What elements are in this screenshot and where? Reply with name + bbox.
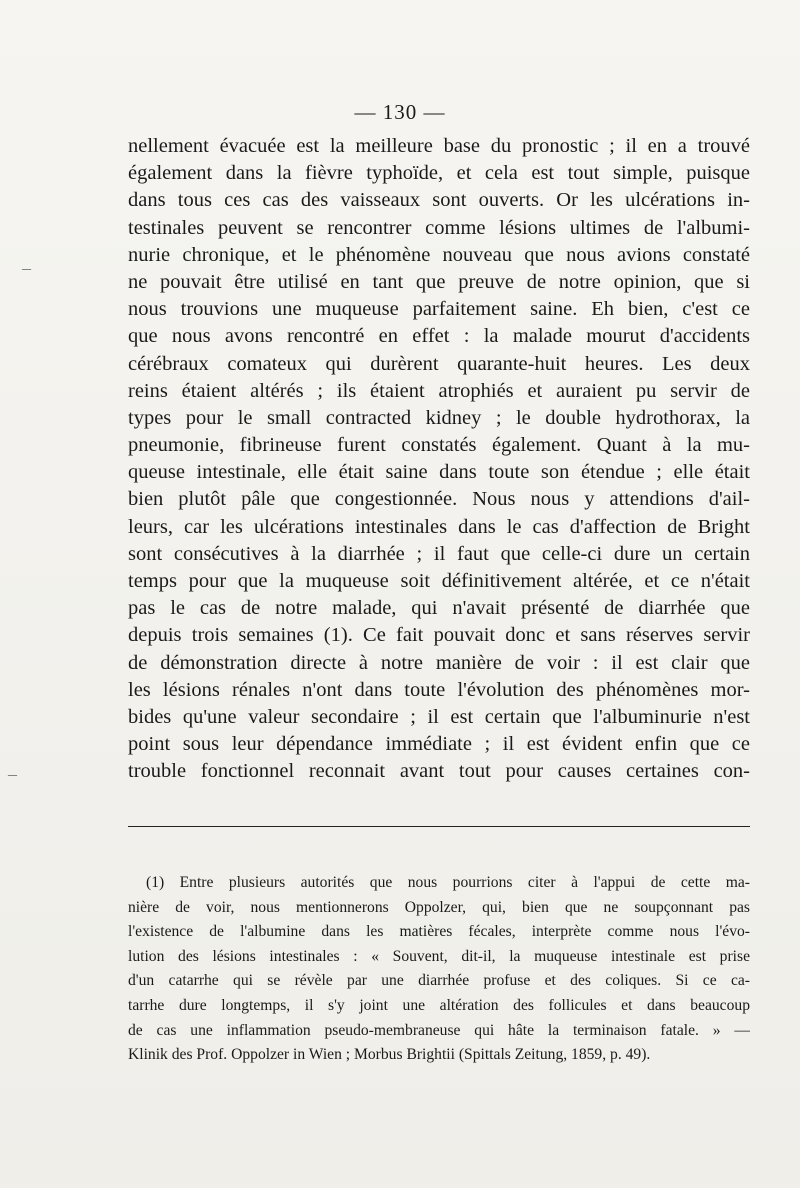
text-line: trouble fonctionnel reconnait avant tout pour causes certaines con- bbox=[128, 760, 750, 783]
footnote-line: Klinik des Prof. Oppolzer in Wien ; Morbus Brightii (Spittals Zeitung, 1859, p. 49). bbox=[128, 1046, 651, 1064]
page-number: — 130 — bbox=[354, 100, 446, 124]
text-line: également dans la fièvre typhoïde, et cela est tout simple, puisque bbox=[128, 162, 750, 185]
text-line: cérébraux comateux qui durèrent quarante-huit heures. Les deux bbox=[128, 352, 750, 375]
text-line: pneumonie, fibrineuse furent constatés également. Quant à la mu- bbox=[128, 434, 750, 457]
text-line: sont consécutives à la diarrhée ; il faut que celle-ci dure un certain bbox=[128, 542, 750, 565]
text-line: que nous avons rencontré en effet : la malade mourut d'accidents bbox=[128, 325, 750, 348]
text-line: bides qu'une valeur secondaire ; il est certain que l'albuminurie n'est bbox=[128, 705, 750, 728]
footnote-line: (1) Entre plusieurs autorités que nous pourrions citer à l'appui de cette ma- bbox=[146, 874, 750, 891]
footnote-line: l'existence de l'albumine dans les matières fécales, interprète comme nous l'évo- bbox=[128, 923, 750, 941]
text-line: bien plutôt pâle que congestionnée. Nous nous y attendions d'ail- bbox=[128, 488, 750, 511]
text-line: nurie chronique, et le phénomène nouveau que nous avions constaté bbox=[128, 243, 750, 266]
text-line: types pour le small contracted kidney ; le double hydrothorax, la bbox=[128, 406, 750, 429]
footnote-line: tarrhe dure longtemps, il s'y joint une altération des follicules et dans beaucoup bbox=[128, 996, 750, 1014]
footnote-line: nière de voir, nous mentionnerons Oppolzer, qui, bien que ne soupçonnant pas bbox=[128, 898, 750, 916]
text-line: ne pouvait être utilisé en tant que preuve de notre opinion, que si bbox=[128, 270, 750, 293]
text-line: temps pour que la muqueuse soit définitivement altérée, et ce n'était bbox=[128, 570, 750, 592]
footnote-line: d'un catarrhe qui se révèle par une diarrhée profuse et des coliques. Si ce ca- bbox=[128, 972, 750, 990]
text-line: depuis trois semaines (1). Ce fait pouvait donc et sans réserves servir bbox=[128, 624, 750, 647]
text-line: de démonstration directe à notre manière de voir : il est clair que bbox=[128, 651, 750, 674]
footnote-rule bbox=[128, 826, 750, 827]
text-line: pas le cas de notre malade, qui n'avait présenté de diarrhée que bbox=[128, 597, 750, 620]
text-line: point sous leur dépendance immédiate ; il est évident enfin que ce bbox=[128, 733, 750, 756]
text-line: nous trouvions une muqueuse parfaitement saine. Eh bien, c'est ce bbox=[128, 298, 750, 321]
margin-mark-left-2: – bbox=[8, 764, 17, 784]
text-line: les lésions rénales n'ont dans toute l'évolution des phénomènes mor- bbox=[128, 678, 750, 701]
text-line: testinales peuvent se rencontrer comme lésions ultimes de l'albumi- bbox=[128, 216, 750, 239]
footnotes bbox=[128, 871, 750, 1068]
text-line: reins étaient altérés ; ils étaient atrophiés et auraient pu servir de bbox=[128, 379, 750, 402]
footnote-line: lution des lésions intestinales : « Souvent, dit-il, la muqueuse intestinale est prise bbox=[128, 947, 750, 965]
main-text bbox=[128, 133, 750, 786]
margin-mark-left: – bbox=[22, 258, 31, 278]
footnote-line: de cas une inflammation pseudo-membraneuse qui hâte la terminaison fatale. » — bbox=[128, 1021, 750, 1039]
text-line: leurs, car les ulcérations intestinales dans le cas d'affection de Bright bbox=[128, 515, 750, 538]
text-line: queuse intestinale, elle était saine dans toute son étendue ; elle était bbox=[128, 461, 750, 484]
text-line: dans tous ces cas des vaisseaux sont ouverts. Or les ulcérations in- bbox=[128, 189, 750, 212]
text-line: nellement évacuée est la meilleure base du pronostic ; il en a trouvé bbox=[128, 135, 750, 157]
